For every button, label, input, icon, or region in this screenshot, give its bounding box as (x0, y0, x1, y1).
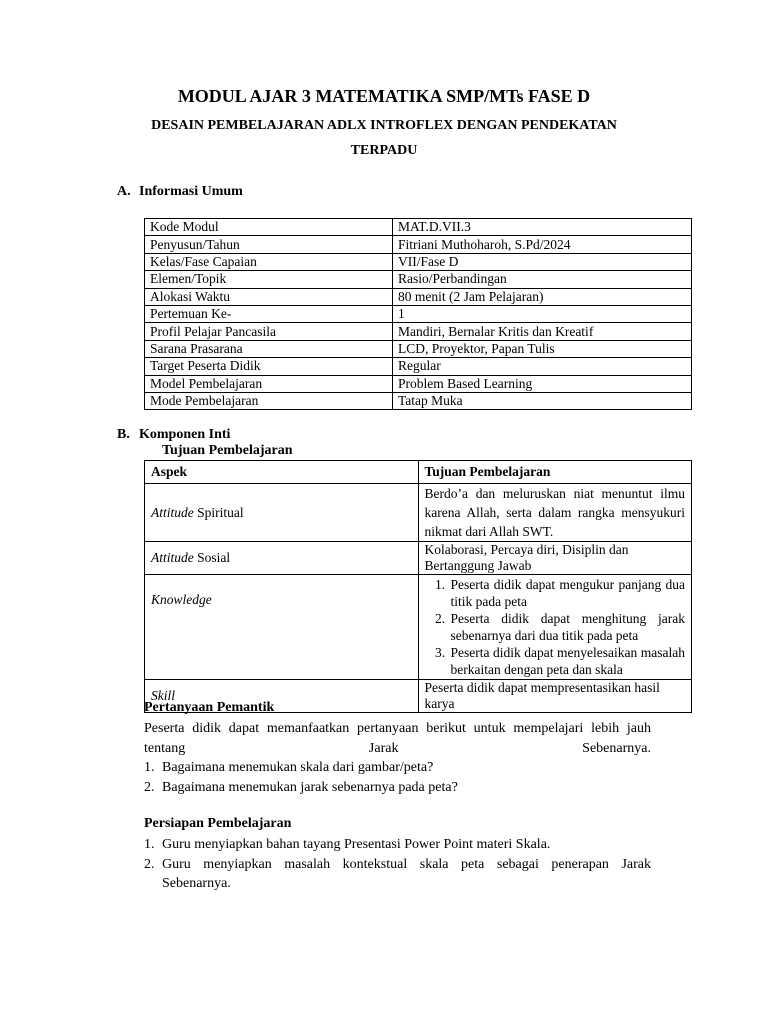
persiapan-list (144, 835, 651, 894)
table-row (145, 219, 692, 236)
table-row (145, 305, 692, 322)
document-subtitle-line1: DESAIN PEMBELAJARAN ADLX INTROFLEX DENGAN PENDEKATAN (151, 118, 617, 133)
table-row (145, 392, 692, 409)
objective-cell: Kolaborasi, Percaya diri, Disiplin dan Bertanggung Jawab (418, 542, 692, 575)
section-a-heading (117, 184, 243, 200)
info-key: Model Pembelajaran (145, 375, 393, 392)
item-number: 2. (144, 856, 155, 872)
table-row (145, 236, 692, 253)
table-row (145, 484, 692, 542)
info-value: Fitriani Muthoharoh, S.Pd/2024 (393, 236, 692, 253)
aspect-cell (145, 542, 419, 575)
section-b-number: B. (117, 427, 130, 442)
list-item (144, 855, 651, 894)
item-text: Guru menyiapkan masalah kontekstual skala peta sebagai penerapan Jarak Sebenarnya. (162, 856, 651, 891)
aspect-italic: Skill (151, 688, 175, 703)
info-key: Pertemuan Ke- (145, 305, 393, 322)
aspect-rest: Spiritual (193, 504, 244, 520)
document-subtitle-line2: TERPADU (350, 143, 418, 158)
pemantik-intro: Peserta didik dapat memanfaatkan pertanyaan berikut untuk mempelajari lebih jauh tentang Jarak Sebenarnya. (144, 721, 651, 756)
item-number: 2. (144, 779, 155, 795)
item-text: Guru menyiapkan bahan tayang Presentasi Power Point materi Skala. (162, 837, 551, 852)
info-key: Alokasi Waktu (145, 288, 393, 305)
list-item (144, 835, 651, 855)
list-item: 2. Peserta didik dapat menghitung jarak sebenarnya dari dua titik pada peta (449, 610, 686, 644)
info-value: Tatap Muka (393, 392, 692, 409)
info-value: Problem Based Learning (393, 375, 692, 392)
aspect-cell (145, 575, 419, 680)
table-row (145, 288, 692, 305)
objective-cell (418, 575, 692, 680)
aspect-rest: Sosial (193, 550, 231, 565)
table-row (145, 358, 692, 375)
info-table (144, 218, 692, 410)
list-item: 1. Peserta didik dapat mengukur panjang dua titik pada peta (449, 576, 686, 610)
table-row (145, 323, 692, 340)
table-row (145, 575, 692, 680)
item-text: Bagaimana menemukan skala dari gambar/peta? (162, 760, 434, 775)
list-item (144, 778, 651, 798)
info-value: Rasio/Perbandingan (393, 271, 692, 288)
knowledge-list (425, 576, 686, 678)
column-header-tujuan: Tujuan Pembelajaran (418, 461, 692, 484)
document-title: MODUL AJAR 3 MATEMATIKA SMP/MTs FASE D (177, 86, 591, 106)
item-number: 1. (144, 760, 155, 775)
objective-cell: Berdo’a dan meluruskan niat menuntut ilmu karena Allah, serta dalam rangka mensyukuri nikmat dari Allah SWT. (418, 484, 692, 542)
table-row (145, 253, 692, 270)
section-b-title: Komponen Inti (139, 427, 231, 442)
info-key: Elemen/Topik (145, 271, 393, 288)
section-a-title: Informasi Umum (139, 184, 243, 199)
info-key: Target Peserta Didik (145, 358, 393, 375)
list-item: 3. Peserta didik dapat menyelesaikan masalah berkaitan dengan peta dan skala (449, 644, 686, 678)
pemantik-list (144, 758, 651, 797)
tujuan-table (144, 460, 692, 713)
info-value: MAT.D.VII.3 (393, 219, 692, 236)
info-key: Kode Modul (145, 219, 393, 236)
tujuan-subheading: Tujuan Pembelajaran (162, 443, 293, 458)
info-key: Mode Pembelajaran (145, 392, 393, 409)
info-key: Penyusun/Tahun (145, 236, 393, 253)
aspect-italic: Knowledge (151, 592, 212, 607)
table-header-row (145, 461, 692, 484)
info-value: LCD, Proyektor, Papan Tulis (393, 340, 692, 357)
pemantik-heading: Pertanyaan Pemantik (144, 700, 275, 715)
info-value: Regular (393, 358, 692, 375)
info-value: VII/Fase D (393, 253, 692, 270)
item-number: 1. (144, 837, 155, 852)
column-header-aspek: Aspek (145, 461, 419, 484)
item-text: Bagaimana menemukan jarak sebenarnya pada peta? (162, 779, 458, 795)
info-key: Kelas/Fase Capaian (145, 253, 393, 270)
list-item (144, 758, 651, 778)
section-a-number: A. (117, 184, 131, 199)
section-b-heading (117, 427, 230, 443)
info-key: Profil Pelajar Pancasila (145, 323, 393, 340)
objective-cell: Peserta didik dapat mempresentasikan hasil karya (418, 680, 692, 713)
table-row (145, 375, 692, 392)
table-row (145, 542, 692, 575)
info-value: 1 (393, 305, 692, 322)
info-key: Sarana Prasarana (145, 340, 393, 357)
persiapan-heading: Persiapan Pembelajaran (144, 816, 292, 831)
table-row (145, 340, 692, 357)
table-row (145, 271, 692, 288)
info-value: 80 menit (2 Jam Pelajaran) (393, 288, 692, 305)
aspect-italic: Attitude (151, 504, 194, 520)
aspect-cell (145, 484, 419, 542)
aspect-italic: Attitude (151, 550, 194, 565)
info-value: Mandiri, Bernalar Kritis dan Kreatif (393, 323, 692, 340)
